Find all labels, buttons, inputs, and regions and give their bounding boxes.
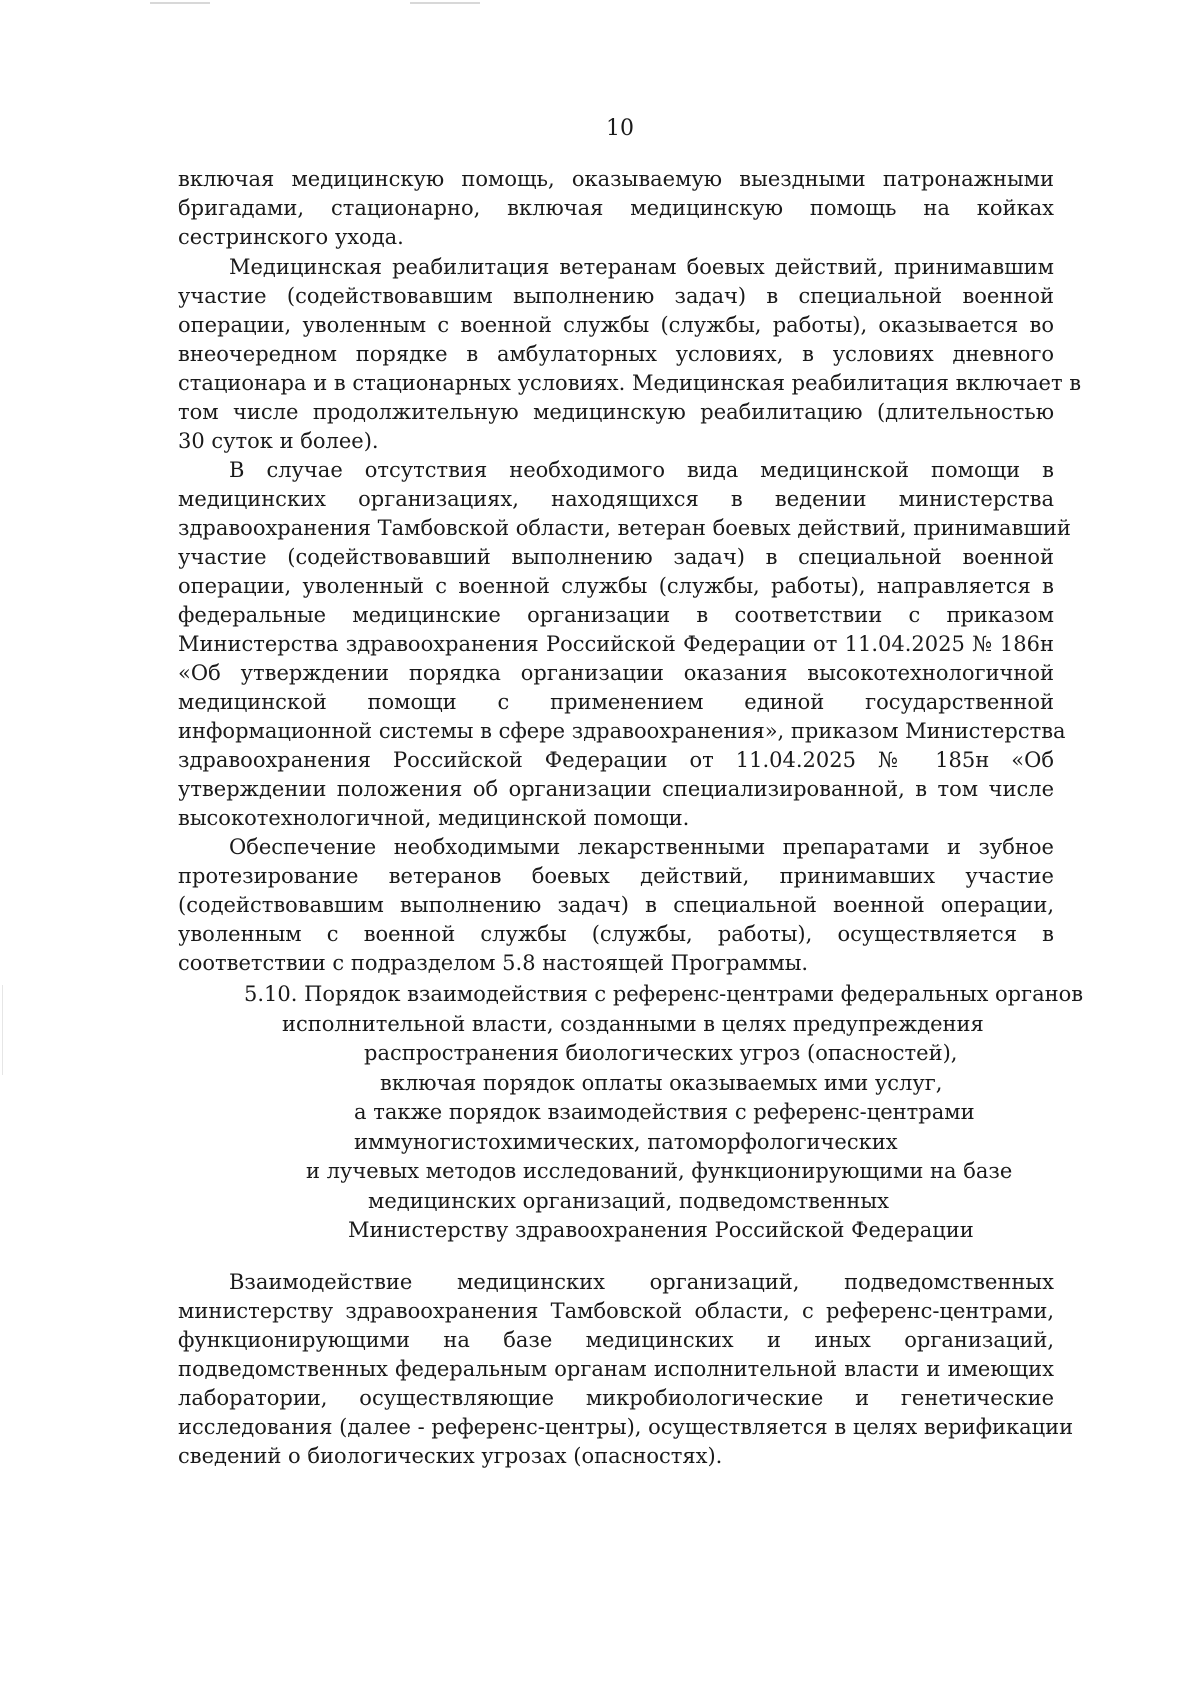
paragraph-medication-provision [178,833,1054,978]
heading-line: медицинских организаций, подведомственных [368,1188,889,1213]
text-line: функционирующими на базе медицинских и иных организаций, [178,1328,1054,1352]
heading-line: 5.10. Порядок взаимодействия с референс-центрами федеральных органов [244,982,1084,1006]
text-line: том числе продолжительную медицинскую реабилитацию (длительностью [178,400,1054,424]
text-line: здравоохранения Тамбовской области, ветеран боевых действий, принимавший [178,516,1071,540]
text-line: сестринского ухода. [178,225,404,249]
text-line: В случае отсутствия необходимого вида медицинской помощи в [229,458,1054,482]
heading-line: включая порядок оплаты оказываемых ими услуг, [380,1070,943,1095]
paragraph-continuation [178,165,1054,252]
text-line: сведений о биологических угрозах (опасностях). [178,1444,723,1468]
text-line: (содействовавшим выполнению задач) в специальной военной операции, [178,893,1054,917]
text-line: соответствии с подразделом 5.8 настоящей Программы. [178,951,809,975]
heading-line: и лучевых методов исследований, функционирующими на базе [306,1159,1013,1183]
text-line: 30 суток и более). [178,429,379,453]
text-line: информационной системы в сфере здравоохранения», приказом Министерства [178,719,1066,743]
scan-artifact [410,2,480,4]
text-line: протезирование ветеранов боевых действий, принимавших участие [178,864,1054,888]
text-line: участие (содействовавший выполнению задач) в специальной военной [178,545,1054,569]
text-line: включая медицинскую помощь, оказываемую выездными патронажными [178,167,1054,191]
text-line: здравоохранения Российской Федерации от 11.04.2025 № 185н «Об [178,748,1054,772]
text-line: операции, уволенный с военной службы (службы, работы), направляется в [178,574,1054,598]
paragraph-rehabilitation [178,253,1082,456]
text-line: утверждении положения об организации специализированной, в том числе [178,777,1054,801]
heading-line: иммуногистохимических, патоморфологических [354,1129,898,1154]
paragraph-federal-referral [178,456,1071,833]
page-number: 10 [606,116,634,141]
text-line: медицинских организациях, находящихся в ведении министерства [178,487,1054,511]
heading-line: распространения биологических угроз (опасностей), [364,1041,958,1065]
text-line: операции, уволенным с военной службы (службы, работы), оказывается во [178,313,1054,337]
text-line: Обеспечение необходимыми лекарственными препаратами и зубное [229,835,1054,859]
text-line: подведомственных федеральным органам исполнительной власти и имеющих [178,1357,1054,1381]
text-line: высокотехнологичной, медицинской помощи. [178,806,690,830]
scan-artifact [2,985,3,1075]
scan-artifact [150,2,210,4]
text-line: стационара и в стационарных условиях. Медицинская реабилитация включает в [178,371,1082,395]
text-line: бригадами, стационарно, включая медицинскую помощь на койках [178,196,1054,220]
section-heading [178,980,1084,1246]
text-line: уволенным с военной службы (службы, работы), осуществляется в [178,922,1054,946]
text-line: министерству здравоохранения Тамбовской области, с референс-центрами, [178,1299,1054,1323]
heading-line: Министерству здравоохранения Российской Федерации [348,1218,974,1242]
heading-line: а также порядок взаимодействия с референс-центрами [354,1100,975,1124]
heading-line: исполнительной власти, созданными в целях предупреждения [282,1011,984,1036]
text-line: медицинской помощи с применением единой государственной [178,690,1054,714]
text-line: исследования (далее - референс-центры), осуществляется в целях верификации [178,1415,1074,1439]
text-line: участие (содействовавшим выполнению задач) в специальной военной [178,284,1054,308]
text-line: федеральные медицинские организации в соответствии с приказом [178,603,1054,627]
text-line: внеочередном порядке в амбулаторных условиях, в условиях дневного [178,342,1054,366]
paragraph-reference-centers [178,1268,1074,1471]
text-line: лаборатории, осуществляющие микробиологические и генетические [178,1386,1054,1410]
text-line: Министерства здравоохранения Российской Федерации от 11.04.2025 № 186н [178,632,1054,656]
text-line: «Об утверждении порядка организации оказания высокотехнологичной [178,661,1054,685]
text-line: Медицинская реабилитация ветеранам боевых действий, принимавшим [229,255,1054,279]
text-line: Взаимодействие медицинских организаций, подведомственных [229,1270,1054,1294]
